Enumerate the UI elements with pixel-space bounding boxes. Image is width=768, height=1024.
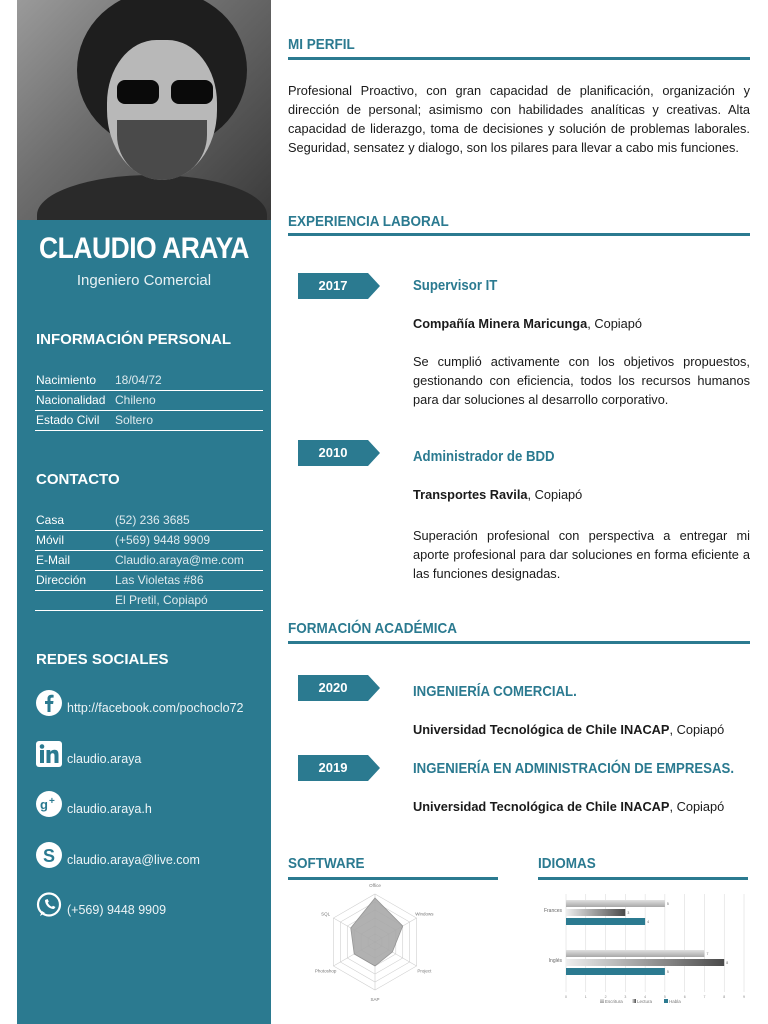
contact-value: Las Violetas #86 <box>115 573 204 587</box>
person-name: CLAUDIO ARAYA <box>39 232 249 265</box>
legend-swatch <box>600 999 604 1003</box>
radar-axis-label: Photoshop <box>314 968 337 974</box>
social-text: claudio.araya.h <box>67 802 152 816</box>
experience-heading: EXPERIENCIA LABORAL <box>288 213 449 230</box>
software-radar-chart <box>305 880 455 1010</box>
contact-row <box>35 591 263 611</box>
x-tick-label: 6 <box>683 995 686 999</box>
school-place: , Copiapó <box>669 722 725 737</box>
x-tick-label: 1 <box>584 995 587 999</box>
job-company <box>413 316 642 331</box>
bar <box>566 968 665 975</box>
bar-value-label: 5 <box>666 970 669 974</box>
bar <box>566 909 625 916</box>
x-tick-label: 5 <box>663 995 666 999</box>
year-label: 2017 <box>318 278 348 293</box>
personal-key: Estado Civil <box>36 413 100 427</box>
bar <box>566 918 645 925</box>
contact-row <box>35 551 263 571</box>
contact-key: Móvil <box>36 533 65 547</box>
contact-row <box>35 511 263 531</box>
bar <box>566 950 704 957</box>
profile-text: Profesional Proactivo, con gran capacidad de planificación, organización y dirección de personal; asimismo con habilidades analíticas y creativas. Alta capacidad de liderazgo, toma de decisiones y solución de problemas laborales. Seguridad, sensatez y dialogo, son los pilares para llevar a cabo mis funciones. <box>288 83 750 155</box>
contact-value[interactable]: Claudio.araya@me.com <box>115 553 244 567</box>
legend-label: Escritura <box>605 999 623 1004</box>
facebook-icon <box>35 689 63 717</box>
contact-key: E-Mail <box>36 553 71 567</box>
google-plus-icon <box>35 790 63 818</box>
personal-row <box>35 411 263 431</box>
bar <box>566 959 724 966</box>
x-tick-label: 8 <box>723 995 726 999</box>
job-title: Administrador de BDD <box>413 448 555 465</box>
sidebar <box>17 0 271 1024</box>
job-description: Superación profesional con perspectiva a entregar mi aporte profesional para dar soluciones en forma eficiente a las funciones designadas. <box>413 528 750 581</box>
degree-title: INGENIERÍA COMERCIAL. <box>413 683 577 700</box>
social-heading: REDES SOCIALES <box>36 651 169 668</box>
x-tick-label: 0 <box>565 995 567 999</box>
category-label: Frances <box>543 908 562 914</box>
company-name: Compañía Minera Maricunga <box>413 316 588 331</box>
contact-value[interactable]: (+569) 9448 9909 <box>115 533 211 547</box>
school-name: Universidad Tecnológica de Chile INACAP <box>413 799 670 814</box>
contact-value: El Pretil, Copiapó <box>115 593 208 607</box>
contact-heading: CONTACTO <box>36 471 120 488</box>
languages-heading: IDIOMAS <box>538 855 596 872</box>
legend-swatch <box>664 999 668 1003</box>
legend-label: Lectura <box>637 999 653 1004</box>
x-tick-label: 3 <box>624 995 627 999</box>
school-place: , Copiapó <box>669 799 725 814</box>
social-linkedin[interactable] <box>35 740 275 772</box>
school-name: Universidad Tecnológica de Chile INACAP <box>413 722 670 737</box>
section-divider <box>288 233 750 236</box>
linkedin-icon <box>35 740 63 768</box>
contact-row <box>35 531 263 551</box>
legend-label: Habla <box>669 999 681 1004</box>
radar-series-area <box>351 898 403 966</box>
section-divider <box>288 57 750 60</box>
bar-value-label: 4 <box>647 920 650 924</box>
svg-text:+: + <box>49 796 55 807</box>
person-title: Ingeniero Comercial <box>76 272 212 289</box>
personal-value: Chileno <box>115 393 156 407</box>
company-place: , Copiapó <box>587 316 642 331</box>
personal-info-heading: INFORMACIÓN PERSONAL <box>36 331 231 348</box>
profile-heading: MI PERFIL <box>288 36 355 53</box>
social-skype[interactable] <box>35 841 275 873</box>
bar <box>566 900 665 907</box>
company-place: , Copiapó <box>527 487 583 502</box>
category-label: Inglés <box>548 958 562 964</box>
job-company <box>413 487 582 502</box>
job-title: Supervisor IT <box>413 277 498 294</box>
personal-row <box>35 371 263 391</box>
radar-axis-label: Office <box>369 883 381 888</box>
year-tag <box>298 755 380 781</box>
school <box>413 722 724 737</box>
radar-axis-label: SAP <box>370 997 380 1002</box>
bar-value-label: 5 <box>666 902 669 906</box>
languages-bar-chart <box>530 884 750 1014</box>
school <box>413 799 724 814</box>
svg-text:S: S <box>43 846 56 866</box>
bar-value-label: 8 <box>726 961 729 965</box>
year-label: 2020 <box>318 680 348 695</box>
x-tick-label: 7 <box>703 995 706 999</box>
social-text: claudio.araya@live.com <box>67 853 200 867</box>
x-tick-label: 9 <box>743 995 745 999</box>
year-label: 2010 <box>318 445 348 460</box>
year-tag <box>298 440 380 466</box>
software-heading: SOFTWARE <box>288 855 365 872</box>
whatsapp-icon <box>35 891 63 919</box>
year-label: 2019 <box>318 760 348 775</box>
personal-value: 18/04/72 <box>115 373 162 387</box>
contact-row <box>35 571 263 591</box>
section-divider <box>288 641 750 644</box>
year-tag <box>298 675 380 701</box>
year-tag <box>298 273 380 299</box>
job-description: Se cumplió activamente con los objetivos propuestos, gestionando con eficiencia, todos los recursos humanos para dar soluciones al desarrollo corporativo. <box>413 354 750 407</box>
social-text: claudio.araya <box>67 752 142 766</box>
social-facebook[interactable] <box>35 689 275 721</box>
social-google-plus[interactable] <box>35 790 275 822</box>
personal-key: Nacimiento <box>36 373 97 387</box>
contact-key: Dirección <box>36 573 87 587</box>
radar-axis-label: Windows <box>415 911 434 917</box>
x-tick-label: 2 <box>604 995 607 999</box>
personal-value: Soltero <box>115 413 154 427</box>
bar-value-label: 3 <box>627 911 630 915</box>
social-text: http://facebook.com/pochoclo72 <box>67 701 244 715</box>
personal-row <box>35 391 263 411</box>
section-divider <box>538 877 748 880</box>
skype-icon <box>35 841 63 869</box>
education-heading: FORMACIÓN ACADÉMICA <box>288 620 457 637</box>
radar-axis-label: SQL <box>321 911 331 917</box>
legend-swatch <box>632 999 636 1003</box>
x-tick-label: 4 <box>644 995 647 999</box>
contact-value[interactable]: (52) 236 3685 <box>115 513 190 527</box>
company-name: Transportes Ravila <box>413 487 528 502</box>
degree-title: INGENIERÍA EN ADMINISTRACIÓN DE EMPRESAS. <box>413 760 734 777</box>
profile-photo <box>17 0 271 220</box>
svg-text:g: g <box>40 797 48 812</box>
social-text: (+569) 9448 9909 <box>67 903 167 917</box>
radar-axis-label: Project <box>417 968 432 974</box>
bar-value-label: 7 <box>706 952 709 956</box>
personal-key: Nacionalidad <box>36 393 106 407</box>
social-whatsapp[interactable] <box>35 891 275 923</box>
contact-key: Casa <box>36 513 65 527</box>
